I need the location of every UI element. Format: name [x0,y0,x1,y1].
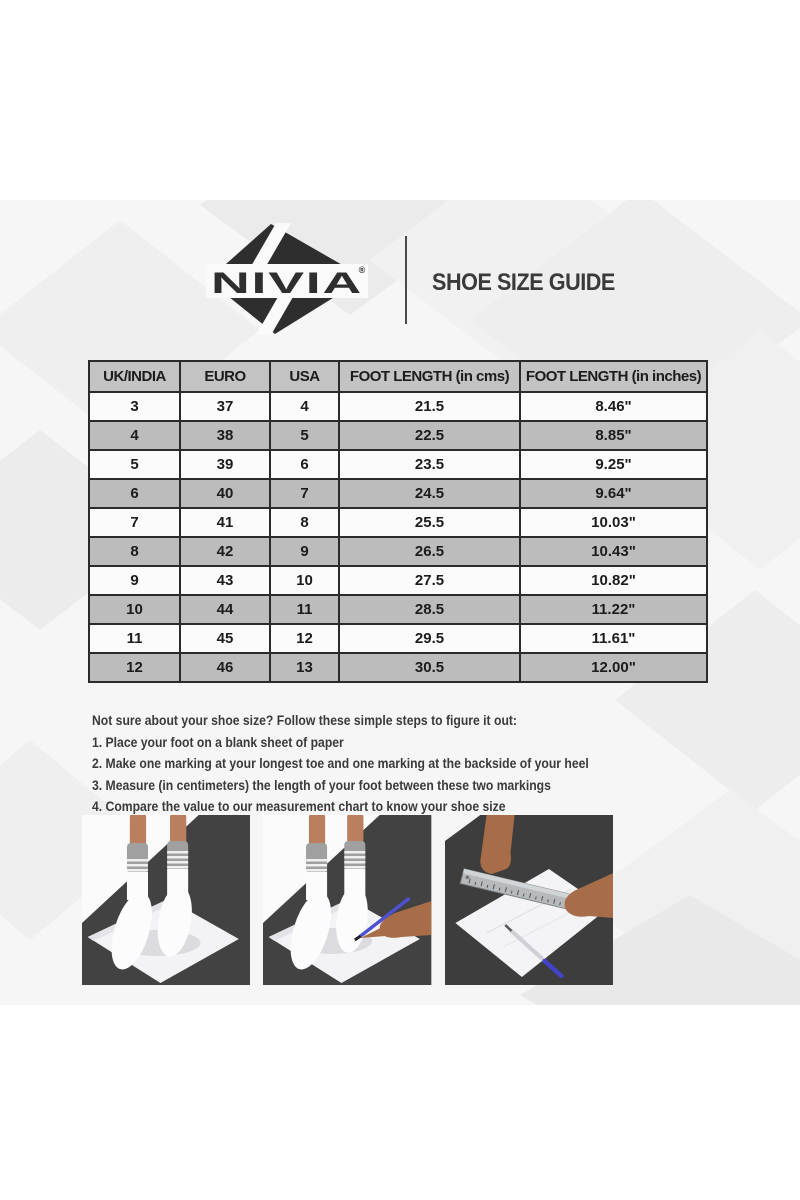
table-cell: 46 [180,653,270,682]
table-cell: 43 [180,566,270,595]
table-cell: 13 [270,653,339,682]
table-cell: 11.22" [520,595,707,624]
table-cell: 12.00" [520,653,707,682]
step-1-photo-feet-on-paper [82,815,250,985]
column-header-foot-length-inches: FOOT LENGTH (in inches) [520,361,707,392]
size-table-body [89,392,707,682]
table-cell: 27.5 [339,566,520,595]
table-cell: 6 [270,450,339,479]
table-cell: 40 [180,479,270,508]
feet-on-paper-illustration [82,815,250,985]
table-cell: 23.5 [339,450,520,479]
header-divider [405,236,407,324]
table-row [89,653,707,682]
table-cell: 10 [270,566,339,595]
table-cell: 42 [180,537,270,566]
table-cell: 41 [180,508,270,537]
table-cell: 11.61" [520,624,707,653]
table-cell: 8.85" [520,421,707,450]
table-cell: 5 [89,450,180,479]
table-cell: 7 [89,508,180,537]
table-cell: 10.82" [520,566,707,595]
instruction-step-1: 1. Place your foot on a blank sheet of paper [92,733,344,750]
instruction-step-2: 2. Make one marking at your longest toe and one marking at the backside of your heel [92,755,589,771]
table-cell: 10.03" [520,508,707,537]
table-row [89,508,707,537]
table-cell: 9.25" [520,450,707,479]
column-header-usa: USA [270,361,339,392]
table-row [89,450,707,479]
table-cell: 28.5 [339,595,520,624]
table-cell: 9.64" [520,479,707,508]
table-cell: 39 [180,450,270,479]
table-cell: 7 [270,479,339,508]
table-cell: 29.5 [339,624,520,653]
table-cell: 45 [180,624,270,653]
table-row [89,479,707,508]
step-photos [82,815,613,985]
table-row [89,624,707,653]
instructions-intro: Not sure about your shoe size? Follow these simple steps to figure it out: [92,712,517,728]
table-cell: 11 [270,595,339,624]
step-3-photo-measuring-with-ruler [445,815,613,985]
table-cell: 5 [270,421,339,450]
column-header-euro: EURO [180,361,270,392]
marking-toe-illustration [263,815,431,985]
table-cell: 3 [89,392,180,421]
table-row [89,595,707,624]
brand-wordmark: NIVIA [211,267,363,300]
table-cell: 37 [180,392,270,421]
page-title: SHOE SIZE GUIDE [432,269,615,296]
instruction-step-4: 4. Compare the value to our measurement chart to know your shoe size [92,798,506,814]
registered-mark: ® [358,265,366,275]
table-cell: 4 [89,421,180,450]
shoe-size-table [88,360,708,683]
column-header-uk-india: UK/INDIA [89,361,180,392]
table-cell: 10.43" [520,537,707,566]
table-row [89,421,707,450]
table-cell: 9 [270,537,339,566]
table-cell: 8 [270,508,339,537]
table-cell: 24.5 [339,479,520,508]
table-cell: 4 [270,392,339,421]
table-cell: 12 [89,653,180,682]
table-cell: 30.5 [339,653,520,682]
table-cell: 8 [89,537,180,566]
instructions [92,710,701,818]
table-cell: 11 [89,624,180,653]
table-cell: 10 [89,595,180,624]
table-cell: 22.5 [339,421,520,450]
table-cell: 12 [270,624,339,653]
table-cell: 25.5 [339,508,520,537]
table-cell: 44 [180,595,270,624]
table-cell: 8.46" [520,392,707,421]
table-cell: 21.5 [339,392,520,421]
measuring-illustration [445,815,613,985]
table-row [89,537,707,566]
step-2-photo-marking-toe [263,815,431,985]
table-cell: 6 [89,479,180,508]
table-header-row [89,361,707,392]
table-cell: 26.5 [339,537,520,566]
table-cell: 38 [180,421,270,450]
table-cell: 9 [89,566,180,595]
instruction-step-3: 3. Measure (in centimeters) the length of your foot between these two markings [92,776,551,793]
table-row [89,392,707,421]
nivia-logo [206,222,368,336]
table-row [89,566,707,595]
column-header-foot-length-cms: FOOT LENGTH (in cms) [339,361,520,392]
